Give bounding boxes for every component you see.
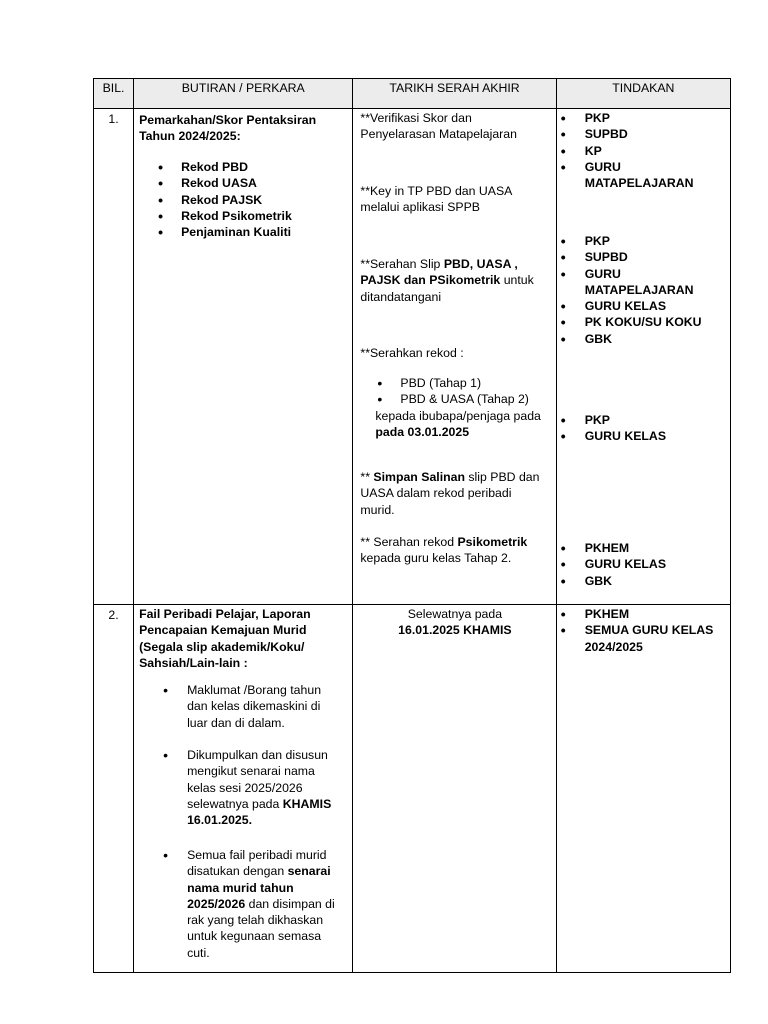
list-item: • KP <box>537 143 717 159</box>
action-list-3 <box>537 412 717 445</box>
note-serahkan-rekod: **Serahkan rekod : <box>360 346 464 360</box>
list-item: • PKP <box>537 233 717 249</box>
header-butiran: BUTIRAN / PERKARA <box>134 79 353 109</box>
list-item: • GURU MATAPELAJARAN <box>537 266 717 299</box>
note-serahan-slip: **Serahan Slip PBD, UASA , PAJSK dan PSikometrik untuk ditandatangani <box>360 257 534 304</box>
butiran-cell <box>134 605 353 973</box>
note-key-in: **Key in TP PBD dan UASA melalui aplikasi SPPB <box>360 184 512 215</box>
tindakan-cell <box>556 109 730 605</box>
table-row <box>94 605 731 973</box>
list-item: • Rekod Psikometrik <box>134 208 344 224</box>
row-number: 2. <box>94 605 134 973</box>
list-item: • GBK <box>537 331 717 347</box>
tindakan-cell <box>556 605 730 973</box>
action-list-4 <box>537 540 717 589</box>
item-title: Pemarkahan/Skor Pentaksiran Tahun 2024/2025: <box>139 113 317 144</box>
row-number: 1. <box>94 109 134 605</box>
list-item: • SUPBD <box>537 126 717 142</box>
list-item: • SEMUA GURU KELAS 2024/2025 <box>537 622 717 655</box>
note-verifikasi: **Verifikasi Skor dan Penyelarasan Matapelajaran <box>360 111 517 142</box>
item-title: Fail Peribadi Pelajar, Laporan Pencapaian Kemajuan Murid (Segala slip akademik/Koku/ Sahsiah/Lain-lain : <box>139 607 311 670</box>
list-item: • PKP <box>537 412 717 428</box>
file-list <box>134 682 344 731</box>
list-item: • PKHEM <box>537 606 717 622</box>
list-item: • PKP <box>537 110 717 126</box>
list-item: • GBK <box>537 573 717 589</box>
list-item: • PBD (Tahap 1) <box>373 375 553 391</box>
list-item: • Semua fail peribadi murid disatukan dengan senarai nama murid tahun 2025/2026 dan disimpan di rak yang telah dikhaskan untuk kegunaan semasa cuti. <box>134 847 344 961</box>
action-list-2 <box>537 233 717 347</box>
header-tarikh: TARIKH SERAH AKHIR <box>353 79 556 109</box>
table-row <box>94 109 731 605</box>
task-table <box>93 78 731 973</box>
list-item: • Rekod PBD <box>134 159 344 175</box>
deadline-date: 16.01.2025 KHAMIS <box>398 623 512 637</box>
list-item: • Rekod PAJSK <box>134 192 344 208</box>
header-bil: BIL. <box>94 79 134 109</box>
deadline-label: Selewatnya pada <box>407 607 503 621</box>
tarikh-cell <box>353 109 556 605</box>
file-list <box>134 747 344 828</box>
list-item: • GURU KELAS <box>537 428 717 444</box>
list-item: • GURU KELAS <box>537 298 717 314</box>
action-list-1 <box>537 110 717 191</box>
serahkan-list <box>373 375 553 408</box>
list-item: • SUPBD <box>537 249 717 265</box>
list-item: • Rekod UASA <box>134 175 344 191</box>
butiran-cell <box>134 109 353 605</box>
list-item: • Maklumat /Borang tahun dan kelas dikemaskini di luar dan di dalam. <box>134 682 344 731</box>
list-item: • PK KOKU/SU KOKU <box>537 314 717 330</box>
list-item: • PKHEM <box>537 540 717 556</box>
note-simpan-salinan: ** Simpan Salinan slip PBD dan UASA dalam rekod peribadi murid. <box>360 470 540 517</box>
tarikh-cell <box>353 605 556 973</box>
record-list <box>134 159 344 240</box>
header-row <box>94 79 731 109</box>
file-list <box>134 847 344 961</box>
note-psikometrik: ** Serahan rekod Psikometrik kepada guru kelas Tahap 2. <box>360 535 528 566</box>
list-item: • GURU MATAPELAJARAN <box>537 159 717 192</box>
list-item: • PBD & UASA (Tahap 2) <box>373 391 553 407</box>
note-ibubapa: kepada ibubapa/penjaga pada pada 03.01.2025 <box>375 409 541 440</box>
action-list <box>537 606 717 655</box>
list-item: • Dikumpulkan dan disusun mengikut senarai nama kelas sesi 2025/2026 selewatnya pada KHAMIS 16.01.2025. <box>134 747 344 828</box>
header-tindakan: TINDAKAN <box>556 79 730 109</box>
list-item: • GURU KELAS <box>537 556 717 572</box>
list-item: • Penjaminan Kualiti <box>134 224 344 240</box>
